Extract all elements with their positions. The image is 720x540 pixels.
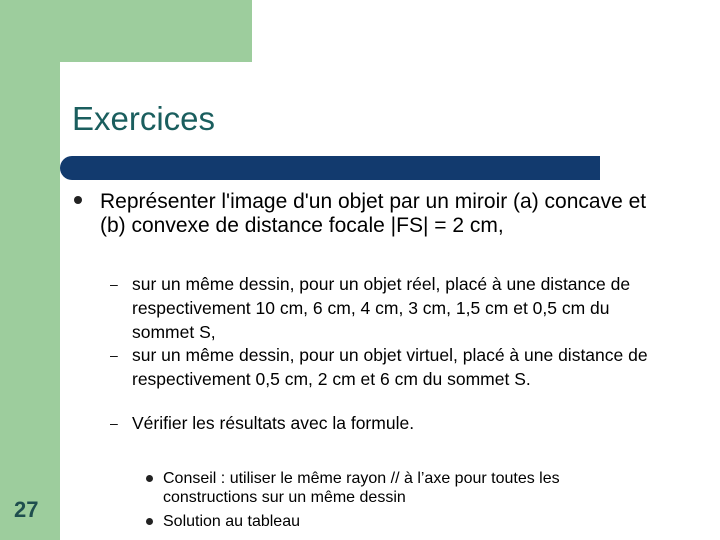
page-number: 27 <box>14 497 39 522</box>
note-item-2: Solution au tableau <box>163 513 300 530</box>
note-bullet-icon <box>146 475 153 482</box>
dash-marker-2: – <box>110 347 118 363</box>
bullet-dot-icon <box>74 196 82 204</box>
sub-item-2: sur un même dessin, pour un objet virtuel, placé à une distance de respectivement 0,5 cm, 2 cm et 6 cm du sommet S. <box>132 345 648 389</box>
slide-title: Exercices <box>72 100 216 137</box>
sub-item-3: Vérifier les résultats avec la formule. <box>132 413 415 433</box>
main-bullet-text: Représenter l'image d'un objet par un miroir (a) concave et (b) convexe de distance focale |FS| = 2 cm, <box>100 190 647 237</box>
dash-marker-3: – <box>110 415 118 431</box>
title-underline-bar <box>60 156 600 180</box>
dash-marker-1: – <box>110 276 118 292</box>
note-bullet-icon <box>146 518 153 525</box>
note-item-1: Conseil : utiliser le même rayon // à l’axe pour toutes les constructions sur un même dessin <box>163 470 560 506</box>
sub-item-1: sur un même dessin, pour un objet réel, placé à une distance de respectivement 10 cm, 6 cm, 4 cm, 3 cm, 1,5 cm et 0,5 cm du sommet S, <box>132 274 631 342</box>
decor-green-left <box>0 0 60 540</box>
